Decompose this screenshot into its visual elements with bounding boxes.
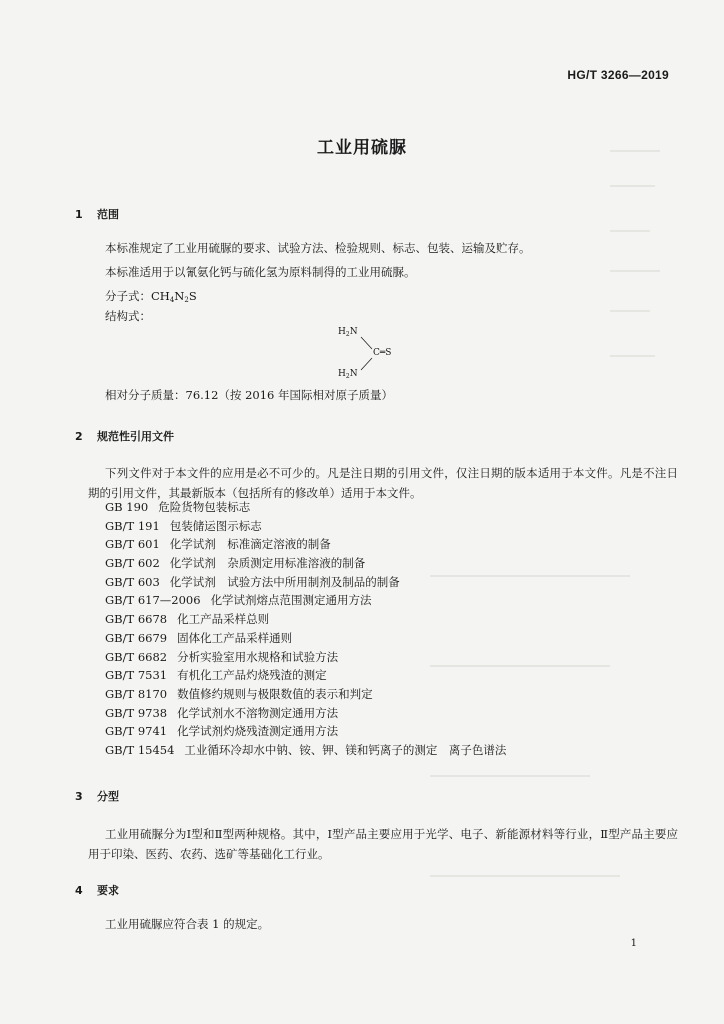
reference-item: [105, 592, 506, 611]
reference-name: 化学试剂灼烧残渣测定通用方法: [177, 724, 339, 739]
page-number: 1: [630, 938, 637, 949]
reference-name: 数值修约规则与极限数值的表示和判定: [177, 686, 373, 701]
reference-code: GB/T 602: [105, 556, 160, 571]
section-number: 3: [75, 790, 83, 803]
reference-name: 包装储运图示标志: [169, 518, 262, 533]
reference-item: [105, 555, 506, 574]
reference-name: 分析实验室用水规格和试验方法: [177, 649, 339, 664]
show-through-mark: [610, 230, 650, 232]
section-number: 2: [75, 430, 83, 443]
reference-item: [105, 667, 506, 686]
reference-code: GB/T 6678: [105, 612, 168, 627]
molecular-formula-line: [105, 288, 197, 304]
section-heading-classification: [75, 788, 119, 804]
reference-name: 有机化工产品灼烧残渣的测定: [177, 668, 327, 683]
scope-paragraph-2: 本标准适用于以氰氨化钙与硫化氢为原料制得的工业用硫脲。: [105, 265, 416, 279]
reference-code: GB/T 7531: [105, 668, 168, 683]
formula-subscript: 2: [184, 296, 189, 304]
reference-name: 化学试剂 标准滴定溶液的制备: [169, 537, 331, 552]
reference-item: [105, 723, 506, 742]
molecular-mass-line: 相对分子质量：76.12（按 2016 年国际相对原子质量）: [105, 388, 393, 402]
scope-paragraph-1: 本标准规定了工业用硫脲的要求、试验方法、检验规则、标志、包装、运输及贮存。: [105, 241, 531, 255]
reference-item: [105, 574, 506, 593]
reference-name: 化学试剂熔点范围测定通用方法: [210, 593, 372, 608]
document-title: 工业用硫脲: [317, 138, 407, 158]
reference-item: [105, 611, 506, 630]
formula-part: N: [174, 289, 185, 303]
reference-code: GB/T 9741: [105, 724, 168, 739]
section-number: 4: [75, 884, 83, 897]
section-heading-scope: [75, 206, 119, 222]
thiocarbonyl-group: C═S: [373, 348, 392, 358]
section-title: 要求: [97, 884, 119, 897]
formula-part: CH: [151, 289, 170, 303]
reference-name: 化学试剂 试验方法中所用制剂及制品的制备: [169, 574, 400, 589]
reference-code: GB/T 6679: [105, 630, 168, 645]
show-through-mark: [610, 310, 650, 312]
reference-item: [105, 686, 506, 705]
formula-part: S: [188, 289, 197, 303]
reference-code: GB 190: [105, 500, 149, 514]
reference-item: [105, 499, 506, 518]
reference-code: GB/T 617—2006: [105, 593, 201, 608]
show-through-mark: [610, 185, 655, 187]
section-title: 规范性引用文件: [97, 430, 174, 443]
show-through-mark: [610, 355, 655, 357]
reference-item: [105, 536, 506, 555]
section-title: 范围: [97, 208, 119, 221]
top-amine-group: $H_2N$: [338, 327, 358, 338]
formula-subscript: 4: [169, 296, 175, 304]
section-title: 分型: [97, 790, 119, 803]
reference-item: [105, 630, 506, 649]
reference-item: [105, 518, 506, 537]
bottom-amine-group: $H_2N$: [338, 369, 358, 380]
reference-code: GB/T 8170: [105, 686, 168, 701]
references-intro: 下列文件对于本文件的应用是必不可少的。凡是注日期的引用文件，仅注日期的版本适用于本文件。凡是不注日期的引用文件，其最新版本（包括所有的修改单）适用于本文件。: [88, 466, 678, 500]
reference-name: 化工产品采样总则: [177, 612, 270, 627]
section-heading-requirements: [75, 882, 119, 898]
reference-code: GB/T 15454: [105, 742, 175, 757]
requirements-paragraph: 工业用硫脲应符合表 1 的规定。: [105, 917, 270, 931]
reference-item: [105, 649, 506, 668]
reference-item: [105, 742, 506, 761]
standard-code: HG/T 3266—2019: [567, 68, 669, 82]
reference-code: GB/T 9738: [105, 705, 168, 720]
formula-label: 分子式：: [105, 289, 151, 303]
show-through-mark: [430, 875, 620, 877]
show-through-mark: [430, 775, 590, 777]
reference-name: 化学试剂水不溶物测定通用方法: [177, 705, 339, 720]
reference-code: GB/T 191: [105, 518, 160, 533]
classification-paragraph: 工业用硫脲分为Ⅰ型和Ⅱ型两种规格。其中，Ⅰ型产品主要应用于光学、电子、新能源材料等行业，Ⅱ型产品主要应用于印染、医药、农药、选矿等基础化工行业。: [88, 827, 678, 861]
reference-item: [105, 705, 506, 724]
section-heading-normative-references: [75, 428, 174, 444]
reference-code: GB/T 603: [105, 574, 160, 589]
reference-code: GB/T 601: [105, 537, 160, 552]
reference-name: 化学试剂 杂质测定用标准溶液的制备: [169, 556, 366, 571]
section-number: 1: [75, 208, 83, 221]
reference-name: 固体化工产品采样通则: [177, 630, 293, 645]
reference-name: 危险货物包装标志: [158, 500, 251, 514]
reference-name: 工业循环冷却水中钠、铵、钾、镁和钙离子的测定 离子色谱法: [184, 742, 507, 757]
reference-code: GB/T 6682: [105, 649, 168, 664]
structural-formula: [338, 327, 418, 387]
structure-label: 结构式：: [105, 309, 151, 323]
reference-list: [105, 499, 506, 761]
